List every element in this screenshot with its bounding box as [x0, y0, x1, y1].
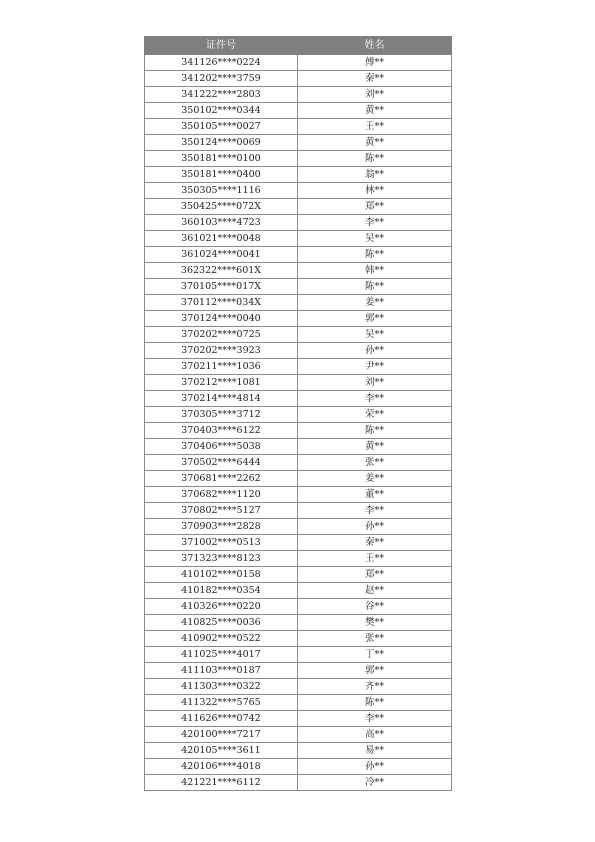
cell-id-number: 421221****6112	[145, 775, 298, 791]
cell-id-number: 341126****0224	[145, 55, 298, 71]
cell-name: 秦**	[298, 71, 452, 87]
table-row	[145, 71, 452, 87]
cell-name: 李**	[298, 215, 452, 231]
table-row	[145, 199, 452, 215]
cell-id-number: 370305****3712	[145, 407, 298, 423]
cell-name: 董**	[298, 487, 452, 503]
cell-id-number: 350102****0344	[145, 103, 298, 119]
table-row	[145, 711, 452, 727]
table-row	[145, 247, 452, 263]
cell-id-number: 370202****0725	[145, 327, 298, 343]
cell-name: 姜**	[298, 471, 452, 487]
table-row	[145, 439, 452, 455]
table-row	[145, 679, 452, 695]
cell-id-number: 371002****0513	[145, 535, 298, 551]
cell-id-number: 350181****0400	[145, 167, 298, 183]
cell-name: 吴**	[298, 327, 452, 343]
cell-id-number: 361024****0041	[145, 247, 298, 263]
cell-id-number: 370211****1036	[145, 359, 298, 375]
table-row	[145, 583, 452, 599]
cell-name: 张**	[298, 455, 452, 471]
cell-name: 郑**	[298, 567, 452, 583]
cell-id-number: 341222****2803	[145, 87, 298, 103]
cell-name: 陈**	[298, 423, 452, 439]
table-row	[145, 631, 452, 647]
cell-id-number: 370903****2828	[145, 519, 298, 535]
cell-name: 孙**	[298, 343, 452, 359]
table-row	[145, 327, 452, 343]
table-row	[145, 551, 452, 567]
cell-id-number: 341202****3759	[145, 71, 298, 87]
cell-id-number: 350181****0100	[145, 151, 298, 167]
table-row	[145, 231, 452, 247]
cell-name: 傅**	[298, 55, 452, 71]
table-row	[145, 359, 452, 375]
cell-id-number: 410326****0220	[145, 599, 298, 615]
cell-id-number: 410825****0036	[145, 615, 298, 631]
cell-id-number: 410182****0354	[145, 583, 298, 599]
header-id-number: 证件号	[145, 37, 298, 55]
table-body	[145, 55, 452, 791]
cell-id-number: 370406****5038	[145, 439, 298, 455]
cell-name: 刘**	[298, 87, 452, 103]
cell-name: 黄**	[298, 135, 452, 151]
header-name: 姓名	[298, 37, 452, 55]
cell-id-number: 370682****1120	[145, 487, 298, 503]
table-row	[145, 375, 452, 391]
cell-name: 张**	[298, 631, 452, 647]
cell-id-number: 370202****3923	[145, 343, 298, 359]
table-row	[145, 215, 452, 231]
table-row	[145, 103, 452, 119]
table-row	[145, 599, 452, 615]
table-row	[145, 743, 452, 759]
cell-name: 尹**	[298, 359, 452, 375]
cell-id-number: 411322****5765	[145, 695, 298, 711]
table-row	[145, 695, 452, 711]
cell-name: 冷**	[298, 775, 452, 791]
table-row	[145, 391, 452, 407]
cell-name: 郑**	[298, 199, 452, 215]
table-row	[145, 727, 452, 743]
cell-name: 齐**	[298, 679, 452, 695]
table-row	[145, 183, 452, 199]
table-row	[145, 535, 452, 551]
cell-id-number: 410102****0158	[145, 567, 298, 583]
table-header	[145, 37, 452, 55]
table-row	[145, 311, 452, 327]
cell-id-number: 350425****072X	[145, 199, 298, 215]
table-row	[145, 167, 452, 183]
cell-name: 郭**	[298, 663, 452, 679]
cell-name: 李**	[298, 391, 452, 407]
cell-name: 陈**	[298, 279, 452, 295]
cell-name: 李**	[298, 503, 452, 519]
table-row	[145, 519, 452, 535]
cell-name: 赵**	[298, 583, 452, 599]
table-row	[145, 55, 452, 71]
table-row	[145, 87, 452, 103]
cell-id-number: 370502****6444	[145, 455, 298, 471]
table-row	[145, 759, 452, 775]
table-row	[145, 455, 452, 471]
cell-name: 樊**	[298, 615, 452, 631]
cell-name: 韩**	[298, 263, 452, 279]
cell-id-number: 411025****4017	[145, 647, 298, 663]
table-row	[145, 279, 452, 295]
cell-id-number: 360103****4723	[145, 215, 298, 231]
cell-id-number: 361021****0048	[145, 231, 298, 247]
table-row	[145, 423, 452, 439]
table-row	[145, 487, 452, 503]
cell-name: 黄**	[298, 103, 452, 119]
table-row	[145, 471, 452, 487]
cell-name: 陈**	[298, 695, 452, 711]
cell-id-number: 350124****0069	[145, 135, 298, 151]
table-row	[145, 343, 452, 359]
cell-id-number: 350305****1116	[145, 183, 298, 199]
cell-id-number: 370105****017X	[145, 279, 298, 295]
cell-name: 秦**	[298, 535, 452, 551]
cell-name: 李**	[298, 711, 452, 727]
id-name-table	[144, 36, 452, 791]
cell-name: 荣**	[298, 407, 452, 423]
cell-name: 郭**	[298, 311, 452, 327]
table-row	[145, 119, 452, 135]
cell-id-number: 411626****0742	[145, 711, 298, 727]
cell-id-number: 420100****7217	[145, 727, 298, 743]
header-row	[145, 37, 452, 55]
cell-id-number: 411103****0187	[145, 663, 298, 679]
cell-name: 谷**	[298, 599, 452, 615]
cell-id-number: 370681****2262	[145, 471, 298, 487]
cell-name: 王**	[298, 119, 452, 135]
cell-name: 翁**	[298, 167, 452, 183]
cell-id-number: 411303****0322	[145, 679, 298, 695]
cell-name: 陈**	[298, 247, 452, 263]
cell-name: 王**	[298, 551, 452, 567]
cell-name: 姜**	[298, 295, 452, 311]
cell-id-number: 370403****6122	[145, 423, 298, 439]
table-row	[145, 295, 452, 311]
cell-id-number: 370802****5127	[145, 503, 298, 519]
table-row	[145, 503, 452, 519]
cell-id-number: 410902****0522	[145, 631, 298, 647]
cell-name: 孙**	[298, 519, 452, 535]
cell-name: 黄**	[298, 439, 452, 455]
cell-name: 孙**	[298, 759, 452, 775]
cell-name: 陈**	[298, 151, 452, 167]
cell-id-number: 350105****0027	[145, 119, 298, 135]
cell-id-number: 362322****601X	[145, 263, 298, 279]
table-row	[145, 775, 452, 791]
table-row	[145, 663, 452, 679]
cell-name: 刘**	[298, 375, 452, 391]
cell-id-number: 371323****8123	[145, 551, 298, 567]
cell-id-number: 420105****3611	[145, 743, 298, 759]
cell-name: 高**	[298, 727, 452, 743]
cell-id-number: 370214****4814	[145, 391, 298, 407]
table-row	[145, 263, 452, 279]
table-row	[145, 567, 452, 583]
table-row	[145, 647, 452, 663]
table-row	[145, 135, 452, 151]
cell-id-number: 370112****034X	[145, 295, 298, 311]
cell-name: 丁**	[298, 647, 452, 663]
table-row	[145, 615, 452, 631]
table-row	[145, 407, 452, 423]
table-row	[145, 151, 452, 167]
cell-id-number: 420106****4018	[145, 759, 298, 775]
cell-id-number: 370124****0040	[145, 311, 298, 327]
cell-name: 林**	[298, 183, 452, 199]
cell-id-number: 370212****1081	[145, 375, 298, 391]
cell-name: 易**	[298, 743, 452, 759]
cell-name: 吴**	[298, 231, 452, 247]
